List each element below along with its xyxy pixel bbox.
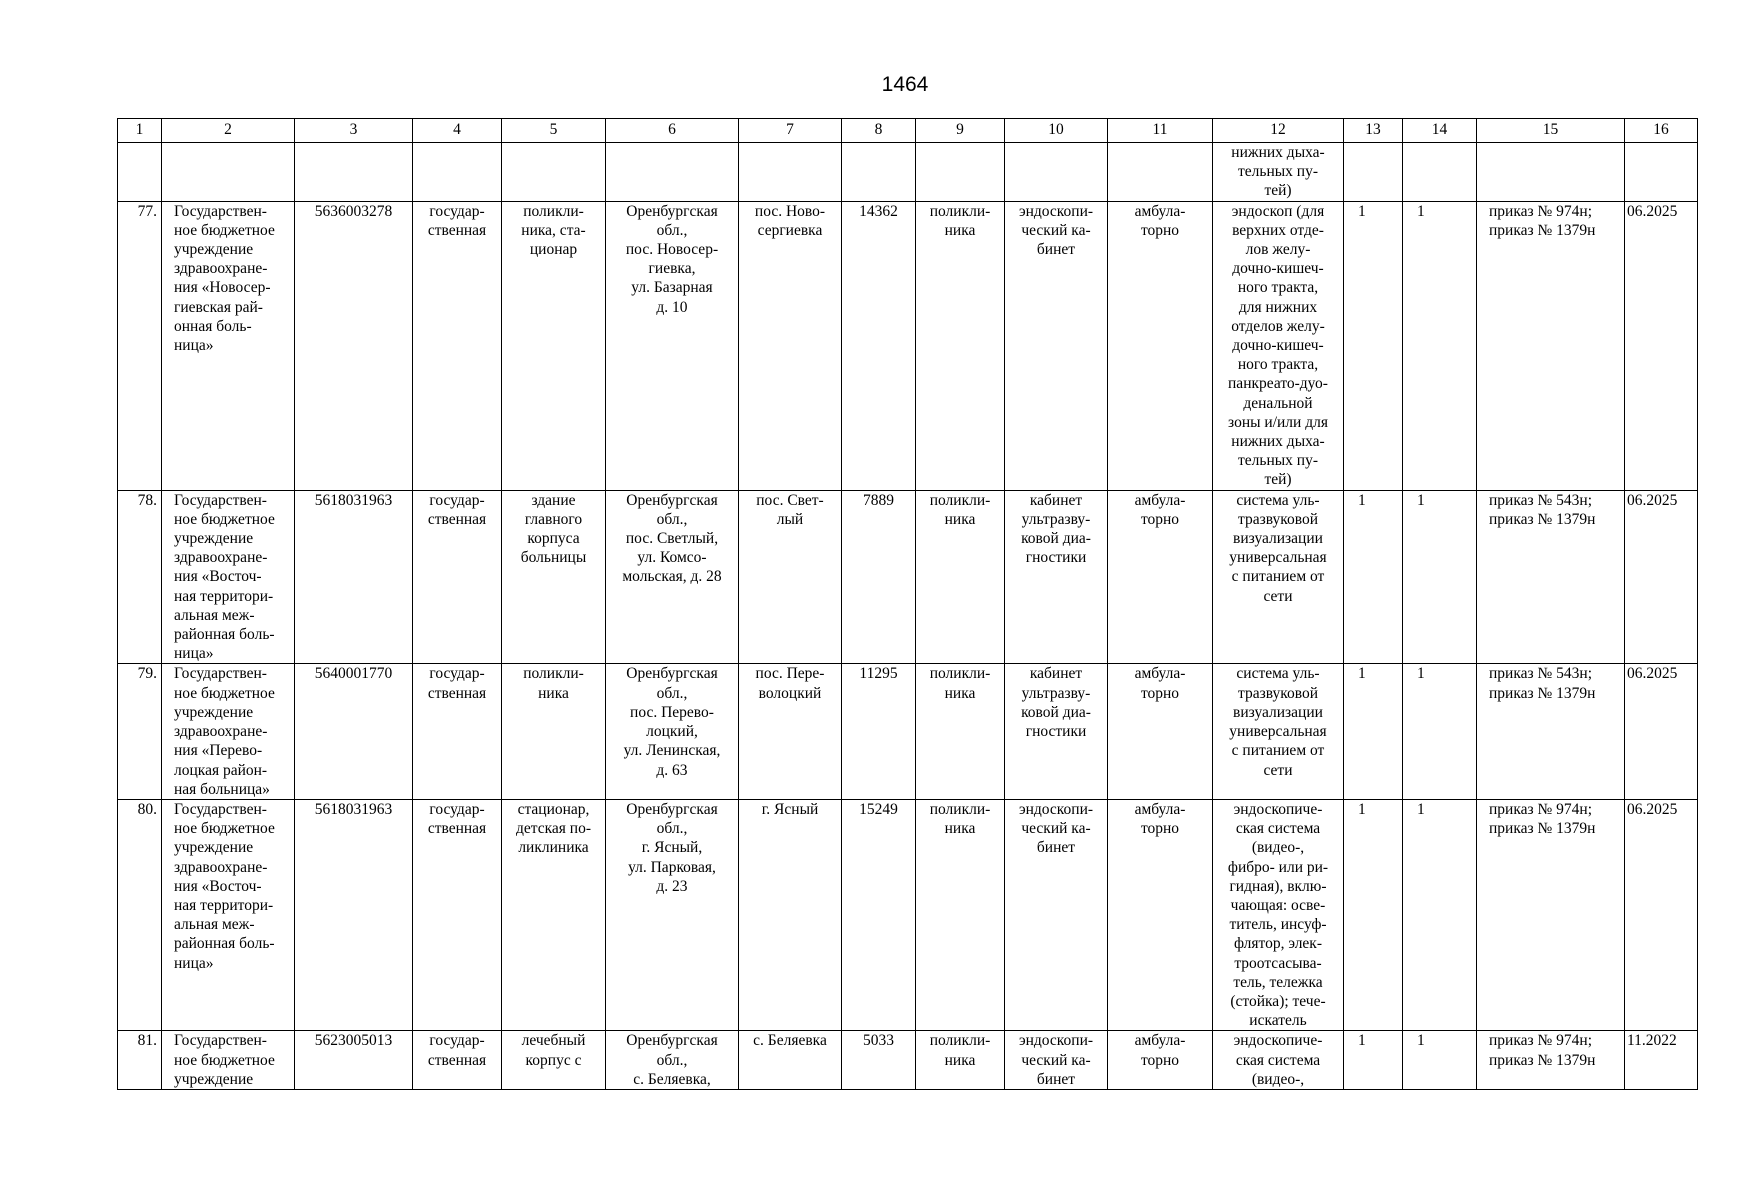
subdivision: поликли- ника xyxy=(916,490,1005,664)
organization-name: Государствен- ное бюджетное учреждение здравоохране- ния «Новосер- гиевская рай- онная боль- ница» xyxy=(162,201,295,490)
inn: 5636003278 xyxy=(295,201,413,490)
ownership-form: государ- ственная xyxy=(413,664,502,799)
column-header-10: 10 xyxy=(1005,119,1108,143)
column-header-11: 11 xyxy=(1108,119,1213,143)
ownership-form: государ- ственная xyxy=(413,490,502,664)
column-header-16: 16 xyxy=(1625,119,1698,143)
organization-name: Государствен- ное бюджетное учреждение xyxy=(162,1031,295,1090)
locality: пос. Ново- сергиевка xyxy=(739,201,842,490)
ownership-form: государ- ственная xyxy=(413,201,502,490)
building: стационар, детская по- ликлиника xyxy=(502,799,606,1030)
address: Оренбургская обл., пос. Светлый, ул. Комсо- мольская, д. 28 xyxy=(606,490,739,664)
locality: с. Беляевка xyxy=(739,1031,842,1090)
column-header-2: 2 xyxy=(162,119,295,143)
subdivision: поликли- ника xyxy=(916,1031,1005,1090)
column-number-header-row xyxy=(118,119,1698,143)
population: 5033 xyxy=(842,1031,916,1090)
inn: 5618031963 xyxy=(295,490,413,664)
room: эндоскопи- ческий ка- бинет xyxy=(1005,799,1108,1030)
column-header-12: 12 xyxy=(1213,119,1344,143)
column-header-13: 13 xyxy=(1344,119,1403,143)
building: лечебный корпус с xyxy=(502,1031,606,1090)
column-header-9: 9 xyxy=(916,119,1005,143)
column-header-4: 4 xyxy=(413,119,502,143)
equipment: система уль- тразвуковой визуализации универсальная с питанием от сети xyxy=(1213,490,1344,664)
column-header-7: 7 xyxy=(739,119,842,143)
organization-name: Государствен- ное бюджетное учреждение здравоохране- ния «Перево- лоцкая район- ная больница» xyxy=(162,664,295,799)
row-number: 78. xyxy=(118,490,162,664)
date: 06.2025 xyxy=(1625,799,1698,1030)
quantity-planned: 1 xyxy=(1403,1031,1477,1090)
organization-name: Государствен- ное бюджетное учреждение здравоохране- ния «Восточ- ная территори- альная меж- районная боль- ница» xyxy=(162,490,295,664)
care-conditions: амбула- торно xyxy=(1108,799,1213,1030)
care-conditions: амбула- торно xyxy=(1108,201,1213,490)
care-conditions: амбула- торно xyxy=(1108,664,1213,799)
subdivision: поликли- ника xyxy=(916,799,1005,1030)
row-number: 80. xyxy=(118,799,162,1030)
subdivision: поликли- ника xyxy=(916,201,1005,490)
page-number: 1464 xyxy=(881,73,929,96)
locality: пос. Пере- волоцкий xyxy=(739,664,842,799)
equipment: эндоскоп (для верхних отде- лов желу- дочно-кишеч- ного тракта, для нижних отделов желу- дочно-кишеч- ного тракта, панкреато-дуо- денальной зоны и/или для нижних дыха- тельных пу- тей) xyxy=(1213,201,1344,490)
care-conditions: амбула- торно xyxy=(1108,1031,1213,1090)
population: 7889 xyxy=(842,490,916,664)
column-header-3: 3 xyxy=(295,119,413,143)
date: 06.2025 xyxy=(1625,490,1698,664)
ownership-form: государ- ственная xyxy=(413,799,502,1030)
row-number: 77. xyxy=(118,201,162,490)
inn: 5618031963 xyxy=(295,799,413,1030)
column-header-8: 8 xyxy=(842,119,916,143)
address: Оренбургская обл., с. Беляевка, xyxy=(606,1031,739,1090)
date: 11.2022 xyxy=(1625,1031,1698,1090)
date: 06.2025 xyxy=(1625,201,1698,490)
regulatory-orders: приказ № 974н; приказ № 1379н xyxy=(1477,1031,1625,1090)
column-header-15: 15 xyxy=(1477,119,1625,143)
population: 11295 xyxy=(842,664,916,799)
building: поликли- ника, ста- ционар xyxy=(502,201,606,490)
room: кабинет ультразву- ковой диа- гностики xyxy=(1005,490,1108,664)
care-conditions: амбула- торно xyxy=(1108,490,1213,664)
table-row xyxy=(118,490,1698,664)
organization-name: Государствен- ное бюджетное учреждение здравоохране- ния «Восточ- ная территори- альная меж- районная боль- ница» xyxy=(162,799,295,1030)
quantity-planned: 1 xyxy=(1403,799,1477,1030)
address: Оренбургская обл., г. Ясный, ул. Парковая, д. 23 xyxy=(606,799,739,1030)
quantity-required: 1 xyxy=(1344,201,1403,490)
inn: 5623005013 xyxy=(295,1031,413,1090)
equipment: система уль- тразвуковой визуализации универсальная с питанием от сети xyxy=(1213,664,1344,799)
quantity-planned: 1 xyxy=(1403,664,1477,799)
equipment: эндоскопиче- ская система (видео-, xyxy=(1213,1031,1344,1090)
quantity-planned: 1 xyxy=(1403,201,1477,490)
locality: пос. Свет- лый xyxy=(739,490,842,664)
quantity-required: 1 xyxy=(1344,490,1403,664)
table-row xyxy=(118,664,1698,799)
table-row xyxy=(118,799,1698,1030)
quantity-required: 1 xyxy=(1344,664,1403,799)
date: 06.2025 xyxy=(1625,664,1698,799)
inn: 5640001770 xyxy=(295,664,413,799)
equipment-registry-table xyxy=(117,118,1698,1090)
address: Оренбургская обл., пос. Новосер- гиевка, ул. Базарная д. 10 xyxy=(606,201,739,490)
subdivision: поликли- ника xyxy=(916,664,1005,799)
regulatory-orders: приказ № 543н; приказ № 1379н xyxy=(1477,664,1625,799)
column-header-1: 1 xyxy=(118,119,162,143)
row-number: 81. xyxy=(118,1031,162,1090)
room: эндоскопи- ческий ка- бинет xyxy=(1005,1031,1108,1090)
building: поликли- ника xyxy=(502,664,606,799)
column-header-14: 14 xyxy=(1403,119,1477,143)
population: 15249 xyxy=(842,799,916,1030)
regulatory-orders: приказ № 974н; приказ № 1379н xyxy=(1477,799,1625,1030)
table-row xyxy=(118,1031,1698,1090)
room: кабинет ультразву- ковой диа- гностики xyxy=(1005,664,1108,799)
row-number: 79. xyxy=(118,664,162,799)
room: эндоскопи- ческий ка- бинет xyxy=(1005,201,1108,490)
continuation-row xyxy=(118,143,1698,202)
locality: г. Ясный xyxy=(739,799,842,1030)
column-header-6: 6 xyxy=(606,119,739,143)
building: здание главного корпуса больницы xyxy=(502,490,606,664)
address: Оренбургская обл., пос. Перево- лоцкий, ул. Ленинская, д. 63 xyxy=(606,664,739,799)
equipment: эндоскопиче- ская система (видео-, фибро- или ри- гидная), вклю- чающая: осве- титель, инсуф- флятор, элек- троотсасыва- тель, тележка (стойка); тече- искатель xyxy=(1213,799,1344,1030)
column-header-5: 5 xyxy=(502,119,606,143)
quantity-planned: 1 xyxy=(1403,490,1477,664)
regulatory-orders: приказ № 974н; приказ № 1379н xyxy=(1477,201,1625,490)
continuation-equipment: нижних дыха- тельных пу- тей) xyxy=(1213,143,1344,202)
ownership-form: государ- ственная xyxy=(413,1031,502,1090)
table-row xyxy=(118,201,1698,490)
regulatory-orders: приказ № 543н; приказ № 1379н xyxy=(1477,490,1625,664)
population: 14362 xyxy=(842,201,916,490)
quantity-required: 1 xyxy=(1344,1031,1403,1090)
quantity-required: 1 xyxy=(1344,799,1403,1030)
